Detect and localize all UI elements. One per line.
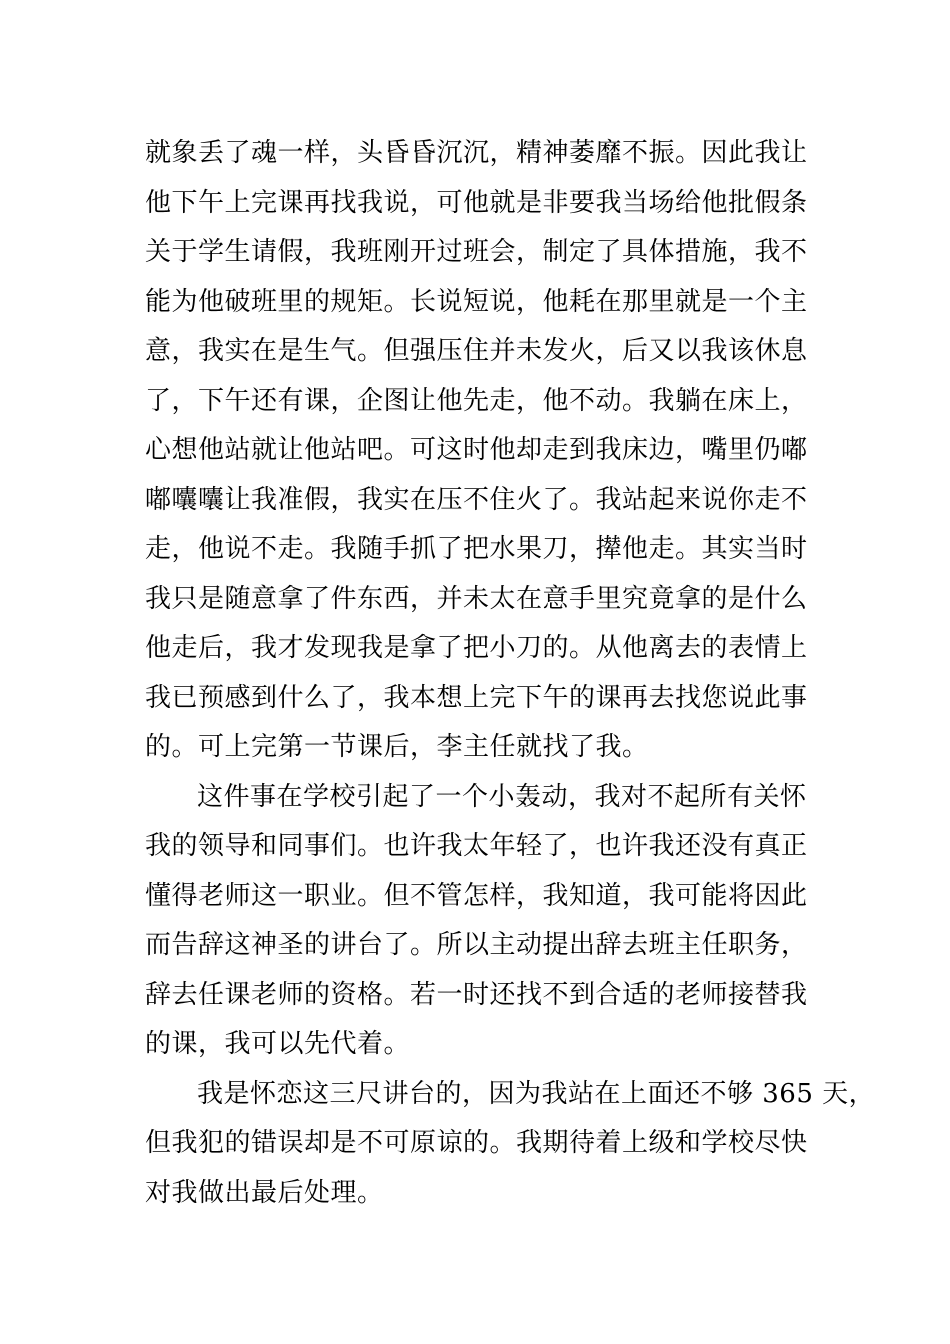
- text-line: 他走后，我才发现我是拿了把小刀的。从他离去的表情上: [145, 633, 808, 663]
- text-line: 嘟囔囔让我准假，我实在压不住火了。我站起来说你走不: [145, 484, 808, 515]
- text-line: 走，他说不走。我随手抓了把水果刀，撵他走。其实当时: [145, 534, 808, 564]
- text-line: 关于学生请假，我班刚开过班会，制定了具体措施，我不: [145, 237, 808, 267]
- letter-body: [145, 129, 876, 1218]
- text-line: 我已预感到什么了，我本想上完下午的课再去找您说此事: [145, 682, 808, 713]
- text-line: 就象丢了魂一样，头昏昏沉沉，精神萎靡不振。因此我让: [145, 138, 808, 168]
- text-line: 的。可上完第一节课后，李主任就找了我。: [145, 732, 649, 762]
- text-line: 了，下午还有课，企图让他先走，他不动。我躺在床上，: [145, 385, 808, 416]
- text-line: 能为他破班里的规矩。长说短说，他耗在那里就是一个主: [145, 286, 808, 317]
- paragraph-first-line: 我是怀恋这三尺讲台的，因为我站在上面还不够 365 天，: [197, 1078, 876, 1109]
- text-line: 他下午上完课再找我说，可他就是非要我当场给他批假条: [145, 187, 808, 218]
- text-line: 但我犯的错误却是不可原谅的。我期待着上级和学校尽快: [145, 1128, 808, 1158]
- text-line: 的课，我可以先代着。: [145, 1029, 411, 1059]
- text-line: 对我做出最后处理。: [145, 1177, 384, 1208]
- text-line: 心想他站就让他站吧。可这时他却走到我床边，嘴里仍嘟: [145, 435, 808, 465]
- text-line: 意，我实在是生气。但强压住并未发火，后又以我该休息: [145, 336, 808, 366]
- text-line: 辞去任课老师的资格。若一时还找不到合适的老师接替我: [145, 979, 808, 1010]
- text-line: 我的领导和同事们。也许我太年轻了，也许我还没有真正: [145, 831, 808, 861]
- text-line: 我只是随意拿了件东西，并未太在意手里究竟拿的是什么: [145, 583, 808, 614]
- paragraph-first-line: 这件事在学校引起了一个小轰动，我对不起所有关怀: [197, 781, 807, 812]
- text-line: 而告辞这神圣的讲台了。所以主动提出辞去班主任职务，: [145, 930, 808, 960]
- text-line: 懂得老师这一职业。但不管怎样，我知道，我可能将因此: [145, 880, 808, 911]
